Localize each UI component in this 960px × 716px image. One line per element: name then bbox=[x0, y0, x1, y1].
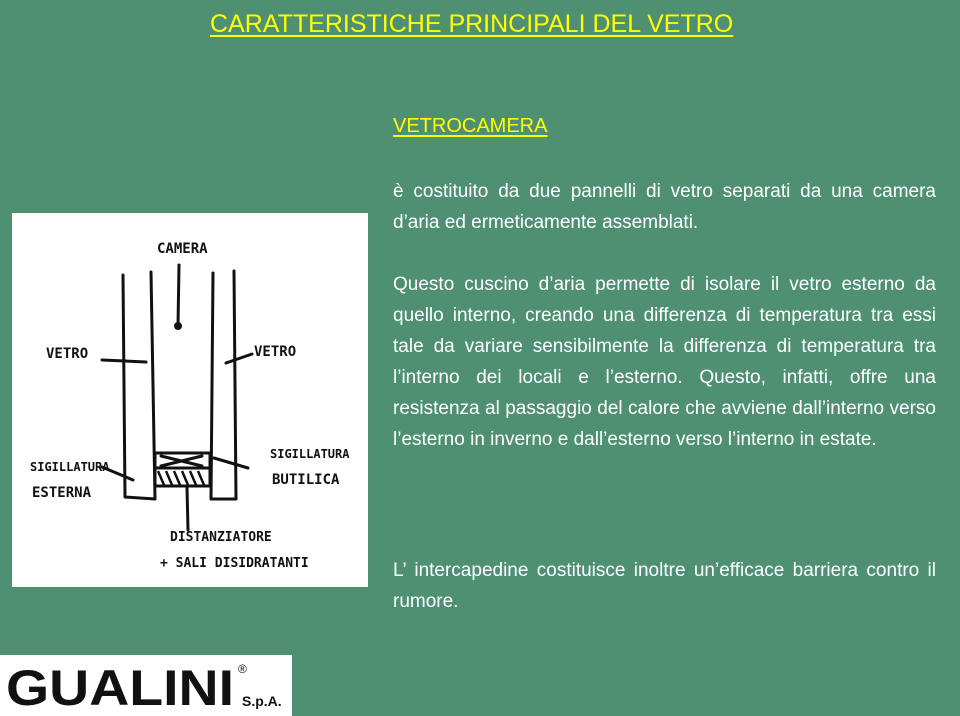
paragraph-insulation: Questo cuscino d’aria permette di isolare il vetro esterno da quello interno, creando una differenza di temperatura tra essi tale da variare sensibilmente la differenza di temperatura tra l’interno dei locali e l’esterno. Questo, infatti, offre una resistenza al passaggio del calore che avviene dall’interno verso l’esterno in inverno e dall’esterno verso l’interno in estate. bbox=[393, 274, 936, 450]
page-title: CARATTERISTICHE PRINCIPALI DEL VETRO bbox=[210, 10, 734, 38]
paragraph-noise: L’ intercapedine costituisce inoltre un’efficace barriera contro il rumore. bbox=[393, 560, 936, 612]
paragraph-definition: è costituito da due pannelli di vetro separati da una camera d’aria ed ermeticamente assemblati. bbox=[393, 181, 936, 233]
section-subtitle: VETROCAMERA bbox=[393, 115, 548, 137]
label-sigillatura-esterna-2: ESTERNA bbox=[32, 485, 92, 501]
logo-registered: ® bbox=[238, 662, 247, 676]
logo-wordmark: GUALINI bbox=[6, 660, 234, 716]
label-vetro-right: VETRO bbox=[254, 344, 297, 360]
camera-dot bbox=[174, 322, 182, 330]
label-distanziatore-2: + SALI DISIDRATANTI bbox=[160, 556, 309, 571]
double-glazing-diagram bbox=[12, 213, 368, 587]
label-distanziatore-1: DISTANZIATORE bbox=[170, 530, 272, 545]
label-sigillatura-butilica-2: BUTILICA bbox=[272, 472, 340, 488]
label-sigillatura-butilica-1: SIGILLATURA bbox=[270, 447, 350, 461]
gualini-logo bbox=[0, 655, 292, 716]
label-vetro-left: VETRO bbox=[46, 346, 89, 362]
left-glass-pane bbox=[123, 272, 155, 499]
label-camera: CAMERA bbox=[157, 241, 208, 257]
label-sigillatura-esterna-1: SIGILLATURA bbox=[30, 460, 110, 474]
logo-suffix: S.p.A. bbox=[242, 693, 282, 709]
